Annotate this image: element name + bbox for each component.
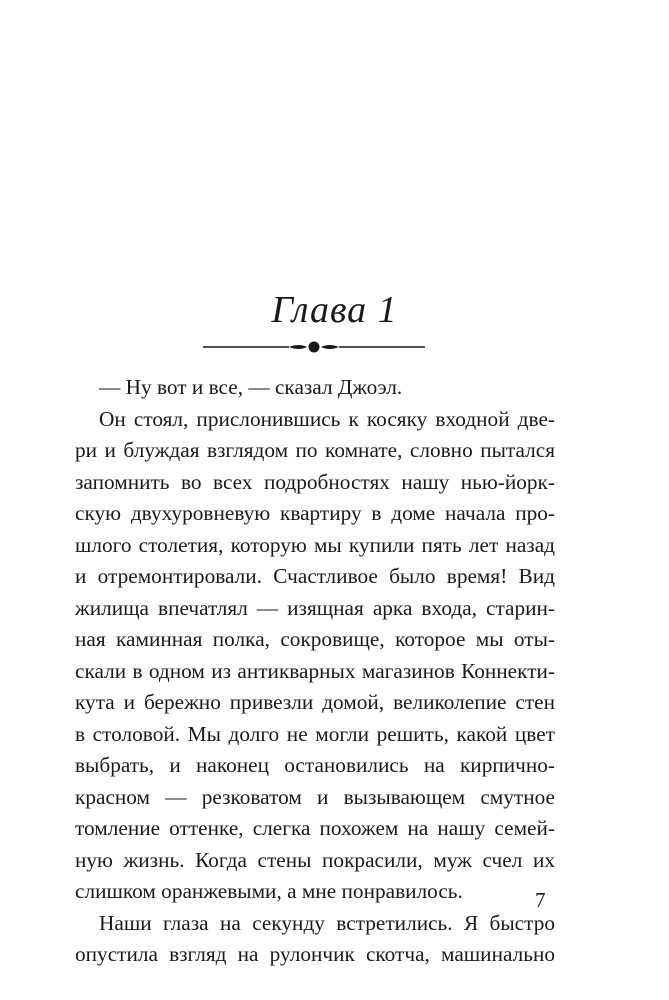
chapter-body-text (75, 372, 555, 971)
page-number: 7 (535, 888, 546, 912)
text-line: шлого столетия, которую мы купили пять лет назад (75, 532, 555, 557)
chapter-title: Глава 1 (271, 289, 398, 331)
text-line: скали в одном из антикварных магазинов Коннекти- (75, 658, 555, 683)
text-line: опустила взгляд на рулончик скотча, машинально (75, 942, 555, 966)
text-line: томление оттенке, слегка похожем на нашу семей- (75, 816, 555, 840)
text-line: слишком оранжевыми, а мне понравилось. (75, 879, 463, 903)
text-line: в столовой. Мы долго не могли решить, какой цвет (75, 721, 555, 746)
text-line: ную жизнь. Когда стены покрасили, муж счел их (75, 847, 555, 872)
text-line: запомнить во всех подробностях нашу нью-йорк- (75, 469, 555, 494)
text-line: ная каминная полка, сокровище, которое мы оты- (75, 627, 555, 651)
text-line: выбрать, и наконец остановились на кирпично- (75, 753, 555, 777)
text-line: Он стоял, прислонившись к косяку входной две- (99, 406, 555, 431)
text-line: — Ну вот и все, — сказал Джоэл. (99, 375, 403, 399)
text-line: кута и бережно привезли домой, великолепие стен (75, 690, 555, 714)
chapter-ornament-divider (203, 336, 425, 358)
text-line: скую двухуровневую квартиру в доме начала про- (75, 501, 555, 525)
text-line: Наши глаза на секунду встретились. Я быстро (99, 910, 555, 935)
text-line: и отремонтировали. Счастливое было время! Вид (75, 564, 555, 588)
text-line: жилища впечатлял — изящная арка входа, старин- (75, 595, 555, 620)
text-line: ри и блуждая взглядом по комнате, словно пытался (75, 438, 555, 462)
text-line: красном — резковатом и вызывающем смутное (75, 784, 555, 809)
